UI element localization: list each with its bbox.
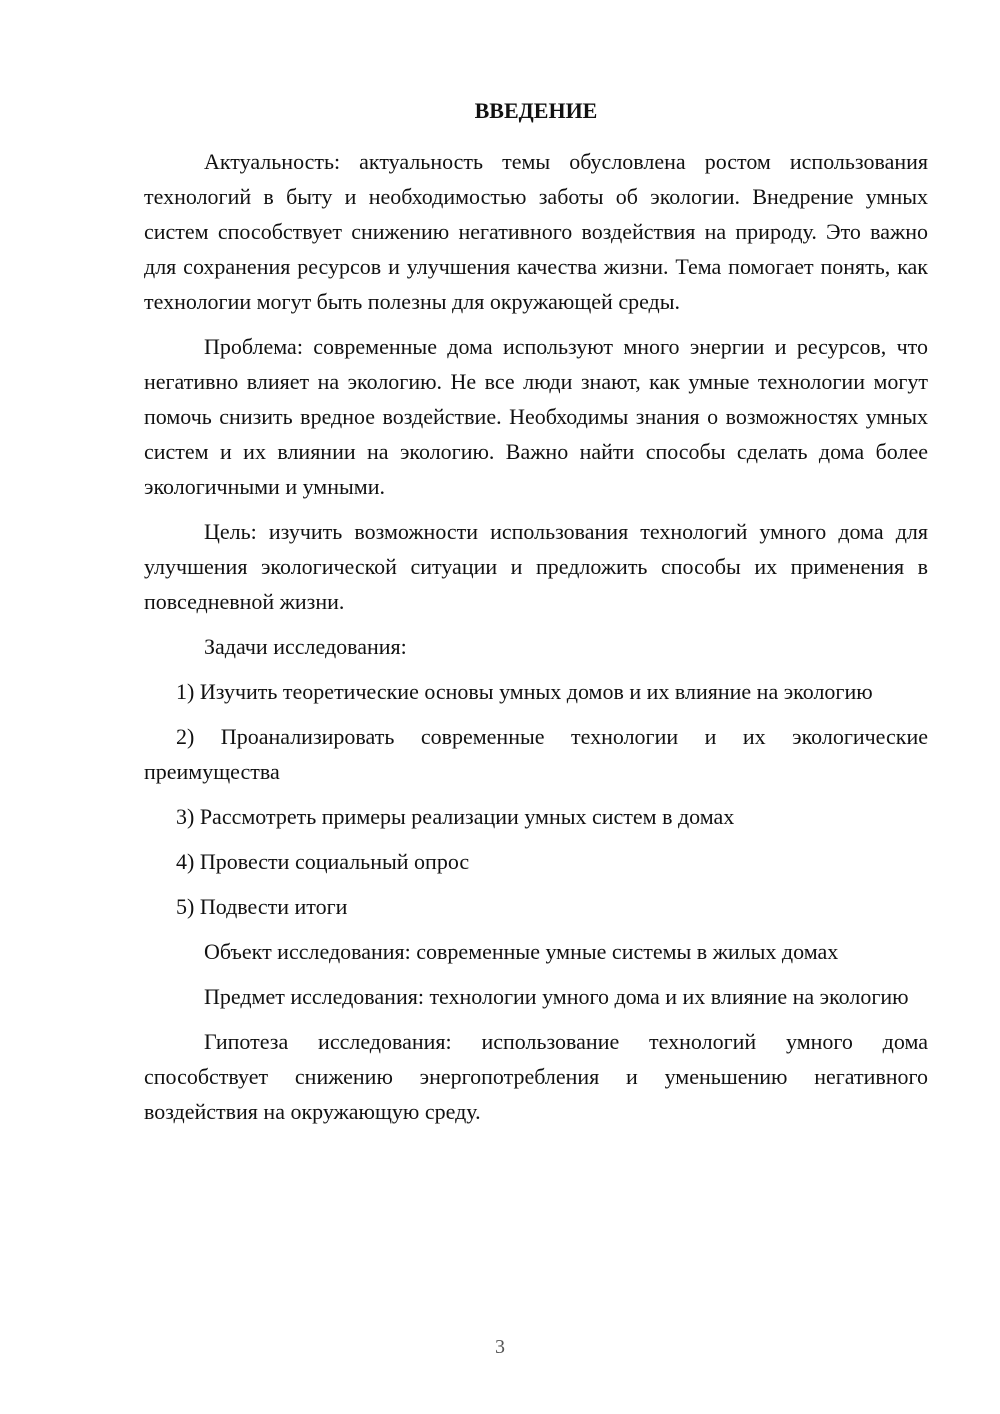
task-item: 3) Рассмотреть примеры реализации умных систем в домах	[176, 804, 735, 829]
page-number: 3	[495, 1336, 505, 1358]
problem-paragraph: Проблема: современные дома используют много энергии и ресурсов, что негативно влияет на экологию. Не все люди знают, как умные технологии могут помочь снизить вредное воздействие. Необходимы знания о возможностях умных систем и их влиянии на экологию. Важно найти способы сделать дома более экологичными и умными.	[144, 334, 928, 499]
object-paragraph: Объект исследования: современные умные системы в жилых домах	[204, 939, 839, 964]
page-title: ВВЕДЕНИЕ	[474, 98, 598, 123]
task-item: 1) Изучить теоретические основы умных домов и их влияние на экологию	[176, 679, 873, 704]
task-item: 2) Проанализировать современные технологии и их экологические преимущества	[144, 724, 928, 784]
task-item: 4) Провести социальный опрос	[176, 849, 470, 874]
hypothesis-paragraph: Гипотеза исследования: использование технологий умного дома способствует снижению энергопотребления и уменьшению негативного воздействия на окружающую среду.	[144, 1029, 928, 1124]
relevance-paragraph: Актуальность: актуальность темы обусловлена ростом использования технологий в быту и необходимостью заботы об экологии. Внедрение умных систем способствует снижению негативного воздействия на природу. Это важно для сохранения ресурсов и улучшения качества жизни. Тема помогает понять, как технологии могут быть полезны для окружающей среды.	[144, 149, 928, 314]
task-item: 5) Подвести итоги	[176, 894, 348, 919]
page-content	[144, 94, 928, 1139]
tasks-heading: Задачи исследования:	[204, 634, 407, 659]
subject-paragraph: Предмет исследования: технологии умного дома и их влияние на экологию	[204, 984, 909, 1009]
goal-paragraph: Цель: изучить возможности использования технологий умного дома для улучшения экологической ситуации и предложить способы их применения в повседневной жизни.	[144, 519, 928, 614]
